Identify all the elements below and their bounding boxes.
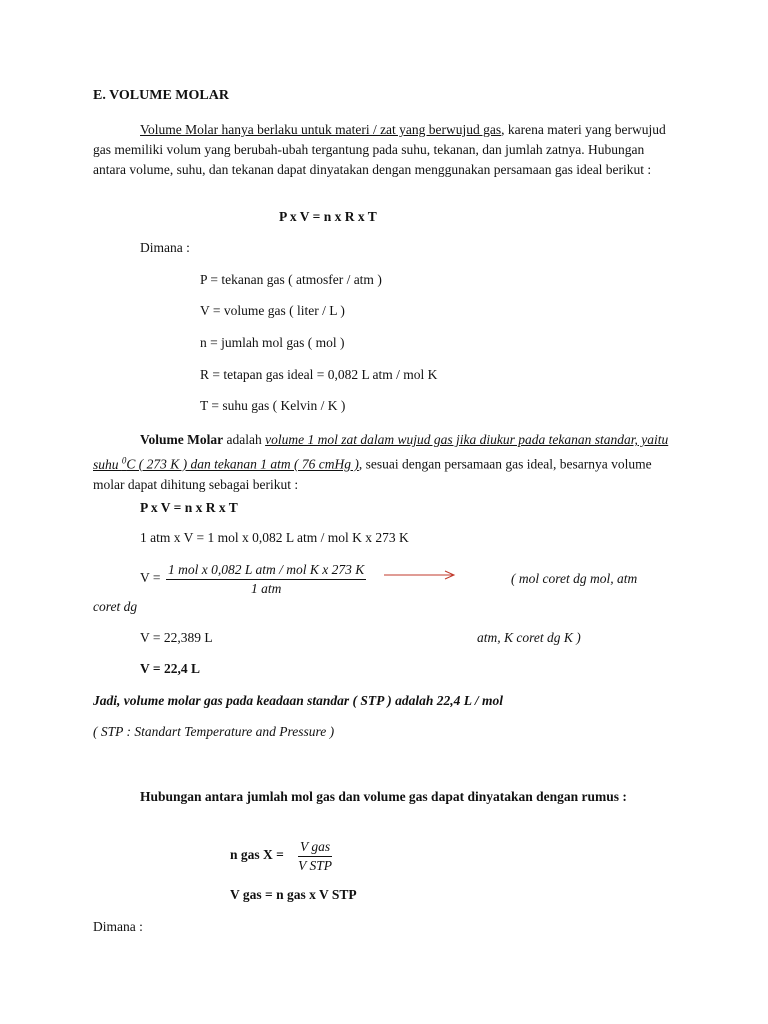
conclusion: Jadi, volume molar gas pada keadaan standar ( STP ) adalah 22,4 L / mol — [93, 693, 504, 708]
intro-paragraph — [93, 120, 673, 180]
intro-rest: , karena materi yang berwujud gas memiliki volum yang berubah-ubah tergantung pada suhu, tekanan, dan jumlah zatnya. Hubungan antara volume, suhu, dan tekanan dapat dinyatakan dengan menggunakan persamaan gas ideal berikut : — [93, 122, 666, 177]
molar-standard-b: C ( 273 K ) dan tekanan 1 atm ( 76 cmHg ) — [126, 456, 359, 472]
cancel-note-1-wrap: coret dg — [93, 599, 138, 614]
def-gas-constant: R = tetapan gas ideal = 0,082 L atm / mol K — [200, 367, 438, 382]
calc-result-2: V = 22,4 L — [140, 661, 200, 676]
cancel-note-2: atm, K coret dg K ) — [477, 630, 581, 645]
def-temperature: T = suhu gas ( Kelvin / K ) — [200, 398, 346, 413]
stp-note: ( STP : Standart Temperature and Pressure ) — [93, 724, 335, 739]
hubungan-paragraph: Hubungan antara jumlah mol gas dan volume gas dapat dinyatakan dengan rumus : — [140, 789, 627, 804]
ideal-gas-formula: P x V = n x R x T — [279, 209, 377, 224]
molar-rest: , sesuai dengan persamaan gas ideal, besarnya volume molar dapat dihitung sebagai berikut : — [93, 456, 652, 492]
cancel-note-1: ( mol coret dg mol, atm — [511, 571, 638, 586]
calc-formula: P x V = n x R x T — [140, 500, 238, 515]
calc-fraction-numerator: 1 mol x 0,082 L atm / mol K x 273 K — [166, 561, 366, 580]
n-gas-fraction — [298, 838, 332, 875]
def-moles: n = jumlah mol gas ( mol ) — [200, 335, 345, 350]
n-gas-denominator: V STP — [298, 858, 333, 873]
arrow-icon — [383, 568, 457, 582]
molar-standard-a: volume 1 mol zat dalam wujud gas jika diukur pada tekanan standar, yaitu suhu $^0$ — [93, 432, 669, 472]
molar-term: Volume Molar — [140, 432, 224, 447]
calc-fraction — [166, 561, 366, 598]
n-gas-numerator: V gas — [298, 838, 332, 857]
dimana-label: Dimana : — [140, 240, 190, 255]
molar-adalah: adalah — [223, 432, 266, 447]
degree-superscript: 0 — [121, 455, 127, 465]
section-heading: E. VOLUME MOLAR — [93, 88, 229, 103]
dimana-label-2: Dimana : — [93, 919, 143, 934]
calc-line1: 1 atm x V = 1 mol x 0,082 L atm / mol K x 273 K — [140, 530, 409, 545]
def-volume: V = volume gas ( liter / L ) — [200, 303, 345, 318]
def-pressure: P = tekanan gas ( atmosfer / atm ) — [200, 272, 382, 287]
intro-lead: Volume Molar hanya berlaku untuk materi / zat yang berwujud gas — [140, 122, 502, 137]
molar-definition-paragraph — [93, 430, 673, 495]
calc-v-equals: V = — [140, 570, 161, 585]
v-gas-formula: V gas = n gas x V STP — [230, 887, 357, 902]
n-gas-lhs: n gas X = — [230, 847, 284, 862]
calc-result-1: V = 22,389 L — [140, 630, 213, 645]
calc-fraction-denominator: 1 atm — [250, 581, 282, 596]
